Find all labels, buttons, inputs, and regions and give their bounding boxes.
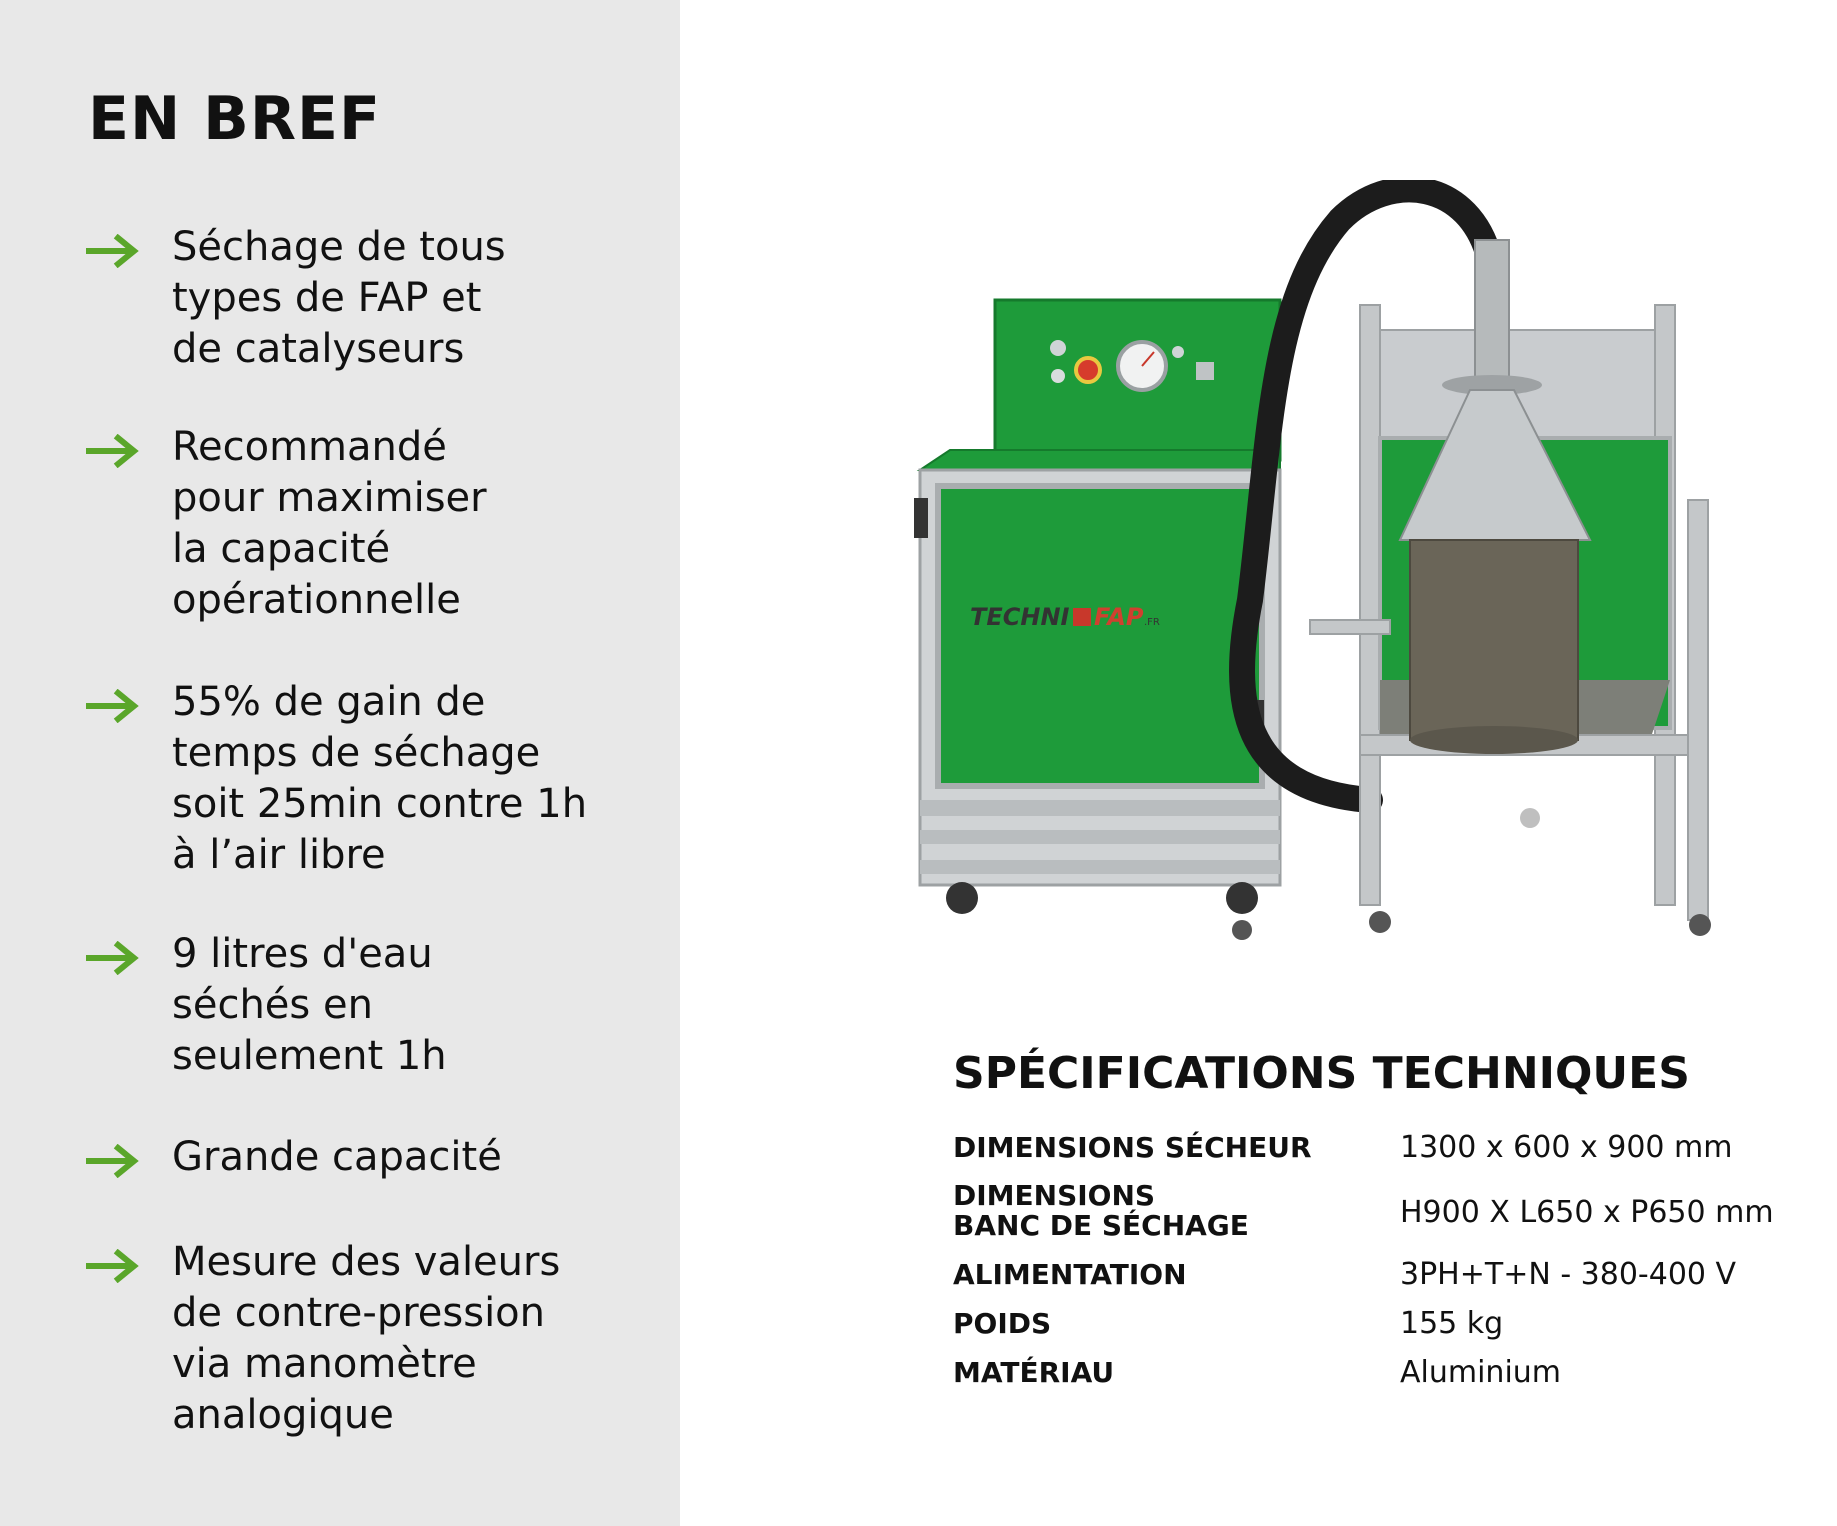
emergency-stop-icon [1076,358,1100,382]
spec-value: Aluminium [1400,1355,1562,1390]
fap-cylinder [1410,540,1578,740]
spec-value: H900 X L650 x P650 mm [1400,1195,1774,1230]
right-arrow-icon [86,434,142,468]
right-arrow-icon [86,1249,142,1283]
spec-value: 155 kg [1400,1306,1504,1341]
specs-title: SPÉCIFICATIONS TECHNIQUES [953,1048,1690,1099]
product-image [910,180,1750,960]
brief-item-text: 55% de gain de temps de séchage soit 25min contre 1h à l’air libre [172,679,588,878]
brief-item-text: Mesure des valeurs de contre-pression via manomètre analogique [172,1239,561,1438]
spec-label: DIMENSIONS SÉCHEUR [953,1131,1312,1164]
right-arrow-icon [86,689,142,723]
spec-value: 1300 x 600 x 900 mm [1400,1130,1733,1165]
bench-post [1360,305,1380,905]
cabinet-door [938,486,1262,786]
logo-techni: TECHNI [970,603,1070,631]
spec-label: POIDS [953,1307,1052,1340]
right-arrow-icon [86,941,142,975]
logo-badge [1073,608,1091,626]
brief-item-text: 9 litres d'eau séchés en seulement 1h [172,931,447,1079]
right-arrow-icon [86,1144,142,1178]
wheel [946,882,978,914]
wheel [1226,882,1258,914]
wheel [1232,920,1252,940]
spec-label: DIMENSIONS BANC DE SÉCHAGE [953,1179,1249,1242]
indicator-light [1172,346,1184,358]
spec-label: MATÉRIAU [953,1356,1115,1389]
pipe [1475,240,1509,380]
brief-item-text: Séchage de tous types de FAP et de catalyseurs [172,224,506,372]
indicator-light [1050,340,1066,356]
right-arrow-icon [86,234,142,268]
spec-label: ALIMENTATION [953,1258,1187,1291]
logo-suffix: .FR [1144,617,1160,628]
selector-switch [1196,362,1214,380]
brief-item-text: Grande capacité [172,1134,502,1180]
switch-knob [1051,369,1065,383]
spec-value: 3PH+T+N - 380-400 V [1400,1257,1737,1292]
brief-item-text: Recommandé pour maximiser la capacité opérationnelle [172,424,487,623]
brief-panel [0,0,680,1526]
logo-fap: FAP [1094,603,1144,631]
brief-title: EN BREF [88,84,381,154]
